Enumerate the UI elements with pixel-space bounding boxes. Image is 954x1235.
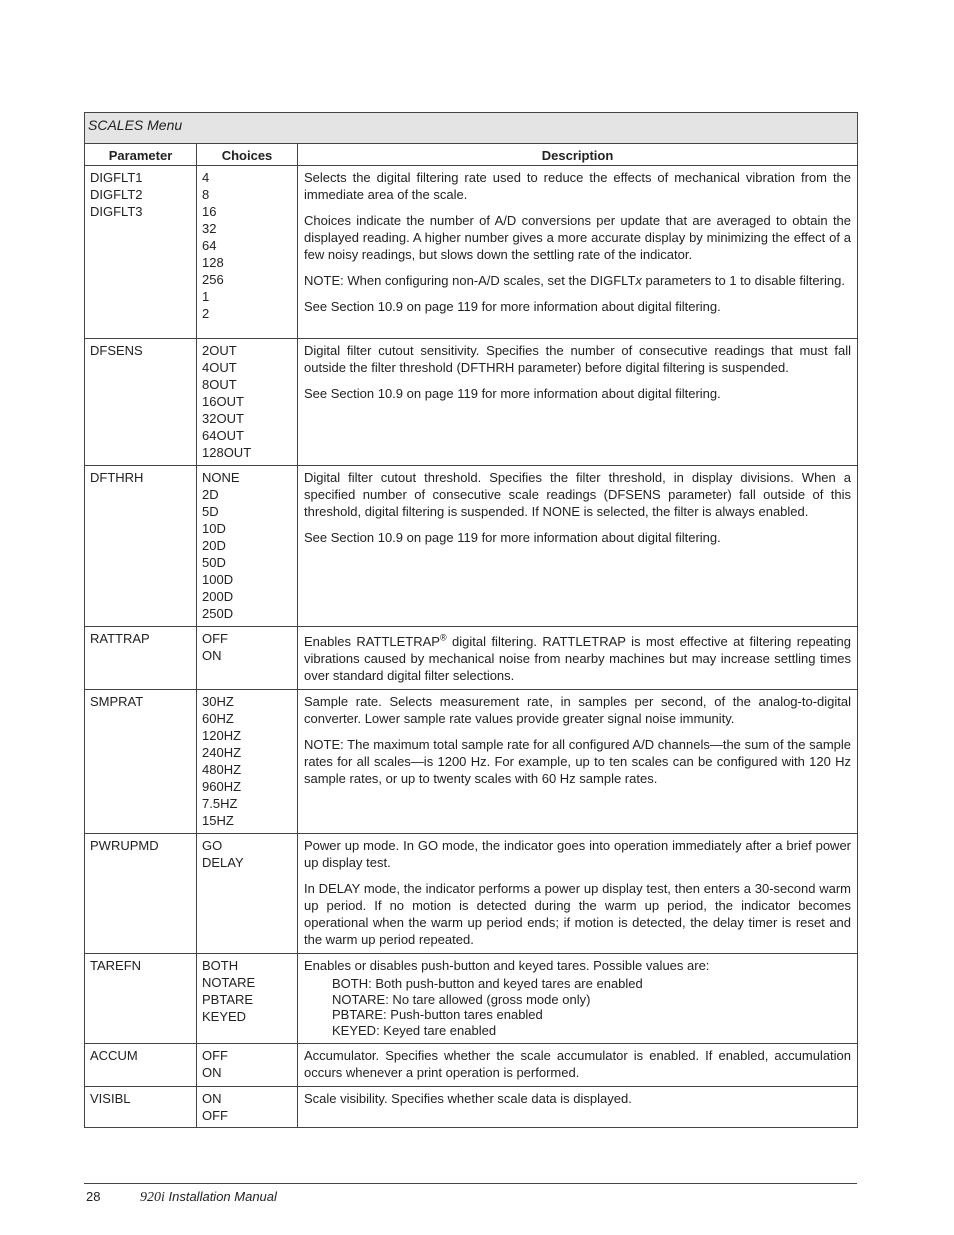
note-variable: x bbox=[635, 273, 642, 288]
choice-value: 16OUT bbox=[202, 394, 244, 409]
table-header-row bbox=[85, 144, 858, 166]
param-name: DFSENS bbox=[90, 343, 143, 358]
choice-value: OFF bbox=[202, 631, 228, 646]
choice-value: 100D bbox=[202, 572, 234, 587]
choice-value: 30HZ bbox=[202, 694, 234, 709]
param-cell bbox=[85, 627, 197, 690]
option-description: NOTARE: No tare allowed (gross mode only) bbox=[332, 991, 591, 1007]
choices-cell bbox=[197, 339, 298, 466]
description-paragraph: In DELAY mode, the indicator performs a power up display test, then enters a 30-second warm up period. If no motion is detected during the warm up period, the indicator becomes operational when the warm up period ends; if motion is detected, the delay timer is reset and the warm up period repeated. bbox=[304, 881, 852, 947]
param-cell bbox=[85, 834, 197, 954]
choice-value: 7.5HZ bbox=[202, 796, 238, 811]
choice-value: 128 bbox=[202, 255, 224, 270]
description-cell bbox=[298, 339, 858, 466]
param-cell bbox=[85, 166, 197, 339]
description-paragraph bbox=[304, 633, 851, 684]
header-parameter: Parameter bbox=[85, 144, 197, 166]
description-cell bbox=[298, 690, 858, 834]
choice-value: 60HZ bbox=[202, 711, 234, 726]
note-text: parameters to 1 to disable filtering. bbox=[641, 273, 845, 288]
header-choices: Choices bbox=[197, 144, 298, 166]
choice-value: 240HZ bbox=[202, 745, 242, 760]
description-note bbox=[304, 272, 851, 289]
choices-cell bbox=[197, 466, 298, 627]
choice-value: 32 bbox=[202, 221, 217, 236]
choice-value: BOTH bbox=[202, 958, 239, 973]
scales-menu-table bbox=[84, 112, 858, 1128]
param-cell bbox=[85, 1087, 197, 1128]
choice-value: 960HZ bbox=[202, 779, 242, 794]
param-name: ACCUM bbox=[90, 1048, 138, 1064]
choices-cell bbox=[197, 627, 298, 690]
param-cell bbox=[85, 954, 197, 1044]
description-paragraph: Enables or disables push-button and keyed tares. Possible values are: bbox=[304, 958, 710, 973]
choice-value: 256 bbox=[202, 272, 224, 287]
choice-value: PBTARE bbox=[202, 992, 254, 1007]
description-paragraph: Digital filter cutout threshold. Specifies the filter threshold, in display divisions. When a specified number of consecutive scale readings (DFSENS parameter) fall outside of this threshold, digital filtering is suspended. If NONE is selected, the filter is always enabled. bbox=[304, 470, 852, 519]
param-name: DFTHRH bbox=[90, 470, 144, 485]
page-footer bbox=[86, 1189, 277, 1206]
choice-value: NOTARE bbox=[202, 975, 256, 990]
choice-value: 250D bbox=[202, 606, 234, 621]
choice-value: 64 bbox=[202, 238, 217, 253]
description-cell bbox=[298, 627, 858, 690]
choices-cell bbox=[197, 690, 298, 834]
rattletrap-text: digital filtering. RATTLETRAP is most effective at filtering repeating vibrations caused by mechanical noise from nearby machines but may increase settling times over standard digital filter selections. bbox=[304, 634, 852, 683]
param-name: DIGFLT3 bbox=[90, 204, 143, 219]
description-paragraph: Accumulator. Specifies whether the scale accumulator is enabled. If enabled, accumulation occurs whenever a print operation is performed. bbox=[304, 1048, 852, 1081]
footer-rule bbox=[84, 1183, 857, 1184]
param-name: DIGFLT1 bbox=[90, 170, 143, 185]
choice-value: 15HZ bbox=[202, 813, 234, 828]
page-number: 28 bbox=[86, 1189, 101, 1204]
table-row-accum bbox=[85, 1044, 858, 1087]
table-row-digflt bbox=[85, 166, 858, 339]
table-row-visibl bbox=[85, 1087, 858, 1128]
choice-value: 1 bbox=[202, 289, 210, 304]
description-cell bbox=[298, 834, 858, 954]
param-cell bbox=[85, 690, 197, 834]
description-see-also: See Section 10.9 on page 119 for more information about digital filtering. bbox=[304, 530, 721, 545]
param-cell bbox=[85, 1044, 197, 1087]
description-paragraph: Scale visibility. Specifies whether scale data is displayed. bbox=[304, 1091, 632, 1107]
description-see-also: See Section 10.9 on page 119 for more information about digital filtering. bbox=[304, 386, 721, 401]
option-description: PBTARE: Push-button tares enabled bbox=[332, 1007, 543, 1023]
choice-value: 20D bbox=[202, 538, 226, 553]
product-name: 920i bbox=[140, 1190, 165, 1205]
choice-value: 10D bbox=[202, 521, 226, 536]
param-cell bbox=[85, 339, 197, 466]
choice-value: OFF bbox=[202, 1048, 228, 1064]
description-cell bbox=[298, 1044, 858, 1087]
description-cell bbox=[298, 1087, 858, 1128]
menu-title: SCALES Menu bbox=[85, 113, 858, 144]
description-see-also: See Section 10.9 on page 119 for more information about digital filtering. bbox=[304, 299, 721, 314]
option-description: BOTH: Both push-button and keyed tares are enabled bbox=[332, 976, 643, 991]
description-paragraph: Choices indicate the number of A/D conversions per update that are averaged to obtain the displayed reading. A higher number gives a more accurate display by minimizing the effect of a few noisy readings, but slows down the settling rate of the indicator. bbox=[304, 213, 852, 262]
option-description: KEYED: Keyed tare enabled bbox=[332, 1022, 497, 1038]
choices-cell bbox=[197, 834, 298, 954]
choice-value: 5D bbox=[202, 504, 219, 519]
choice-value: 4 bbox=[202, 170, 210, 185]
table-row-tarefn bbox=[85, 954, 858, 1044]
param-name: VISIBL bbox=[90, 1091, 131, 1107]
choice-value: 128OUT bbox=[202, 445, 252, 460]
choice-value: 4OUT bbox=[202, 360, 237, 375]
param-name: PWRUPMD bbox=[90, 838, 159, 853]
param-name: TAREFN bbox=[90, 958, 142, 973]
header-description: Description bbox=[298, 144, 858, 166]
choice-value: GO bbox=[202, 838, 223, 853]
description-cell bbox=[298, 166, 858, 339]
choice-value: 16 bbox=[202, 204, 217, 219]
description-cell bbox=[298, 466, 858, 627]
param-cell bbox=[85, 466, 197, 627]
registered-mark: ® bbox=[439, 632, 447, 643]
rattletrap-text: Enables RATTLETRAP bbox=[304, 634, 440, 649]
table-row-smprat bbox=[85, 690, 858, 834]
description-paragraph: Digital filter cutout sensitivity. Specifies the number of consecutive readings that must fall outside the filter threshold (DFTHRH parameter) before digital filtering is suspended. bbox=[304, 343, 852, 375]
choice-value: ON bbox=[202, 1065, 222, 1081]
manual-title: Installation Manual bbox=[164, 1189, 277, 1204]
table-row-pwrupmd bbox=[85, 834, 858, 954]
choice-value: ON bbox=[202, 648, 222, 663]
description-cell bbox=[298, 954, 858, 1044]
choice-value: 64OUT bbox=[202, 428, 244, 443]
choice-value: NONE bbox=[202, 470, 240, 485]
choices-cell bbox=[197, 166, 298, 339]
param-name: RATTRAP bbox=[90, 631, 150, 646]
choice-value: 8 bbox=[202, 187, 210, 202]
choices-cell bbox=[197, 954, 298, 1044]
choice-value: 200D bbox=[202, 589, 234, 604]
choice-value: 2 bbox=[202, 306, 210, 321]
table-row-dfsens bbox=[85, 339, 858, 466]
param-name: DIGFLT2 bbox=[90, 187, 143, 202]
choice-value: KEYED bbox=[202, 1009, 247, 1024]
choice-value: 8OUT bbox=[202, 377, 237, 392]
table-row-rattrap bbox=[85, 627, 858, 690]
param-name: SMPRAT bbox=[90, 694, 144, 709]
table-row-dfthrh bbox=[85, 466, 858, 627]
choices-cell bbox=[197, 1044, 298, 1087]
choice-value: 2D bbox=[202, 487, 219, 502]
description-paragraph: Sample rate. Selects measurement rate, in samples per second, of the analog-to-digital converter. Lower sample rate values provide greater signal noise immunity. bbox=[304, 694, 852, 726]
description-note: NOTE: The maximum total sample rate for all configured A/D channels—the sum of the sample rates for all scales—is 1200 Hz. For example, up to ten scales can be configured with 120 Hz sample rates, or up to twenty scales with 60 Hz sample rates. bbox=[304, 737, 852, 786]
description-paragraph: Selects the digital filtering rate used to reduce the effects of mechanical vibration from the immediate area of the scale. bbox=[304, 170, 852, 202]
choice-value: OFF bbox=[202, 1108, 228, 1124]
choice-value: ON bbox=[202, 1091, 222, 1107]
choice-value: 120HZ bbox=[202, 728, 242, 743]
choice-value: 32OUT bbox=[202, 411, 244, 426]
choice-value: 2OUT bbox=[202, 343, 237, 358]
choice-value: DELAY bbox=[202, 855, 244, 870]
choices-cell bbox=[197, 1087, 298, 1128]
choice-value: 50D bbox=[202, 555, 226, 570]
choice-value: 480HZ bbox=[202, 762, 242, 777]
description-paragraph: Power up mode. In GO mode, the indicator goes into operation immediately after a brief power up display test. bbox=[304, 838, 852, 870]
note-text: NOTE: When configuring non-A/D scales, set the DIGFLT bbox=[304, 273, 636, 288]
